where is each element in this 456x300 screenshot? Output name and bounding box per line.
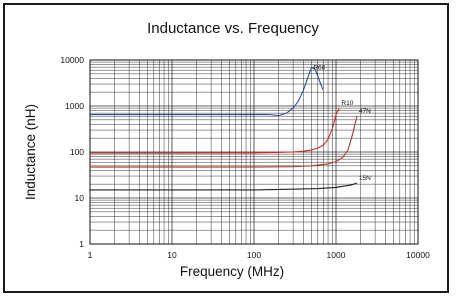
x-tick-label: 1: [87, 250, 93, 260]
x-tick-label: 10000: [406, 250, 430, 260]
y-axis-label: Inductance (nH): [23, 103, 38, 201]
chart-frame: [3, 3, 449, 293]
series-layer: [90, 65, 371, 190]
y-tick-label: 10: [74, 193, 84, 203]
y-tick-label: 1000: [65, 101, 84, 111]
y-tick-label: 100: [69, 147, 84, 157]
chart: [5, 5, 451, 295]
series-label-15n: 15N: [358, 175, 371, 183]
x-tick-label: 100: [246, 250, 262, 260]
chart-grid: [90, 60, 418, 244]
chart-title: Inductance vs. Frequency: [147, 20, 319, 37]
x-tick-label: 1000: [326, 250, 346, 260]
series-label-47n: 47N: [358, 108, 371, 116]
y-tick-label: 10000: [60, 55, 84, 65]
tick-labels: [60, 55, 430, 260]
y-tick-label: 1: [79, 239, 84, 249]
x-axis-label: Frequency (MHz): [179, 264, 285, 279]
series-line-47n: [90, 116, 357, 167]
x-tick-label: 10: [167, 250, 177, 260]
series-label-r68: R68: [313, 64, 326, 72]
series-label-r10: R10: [341, 100, 354, 108]
